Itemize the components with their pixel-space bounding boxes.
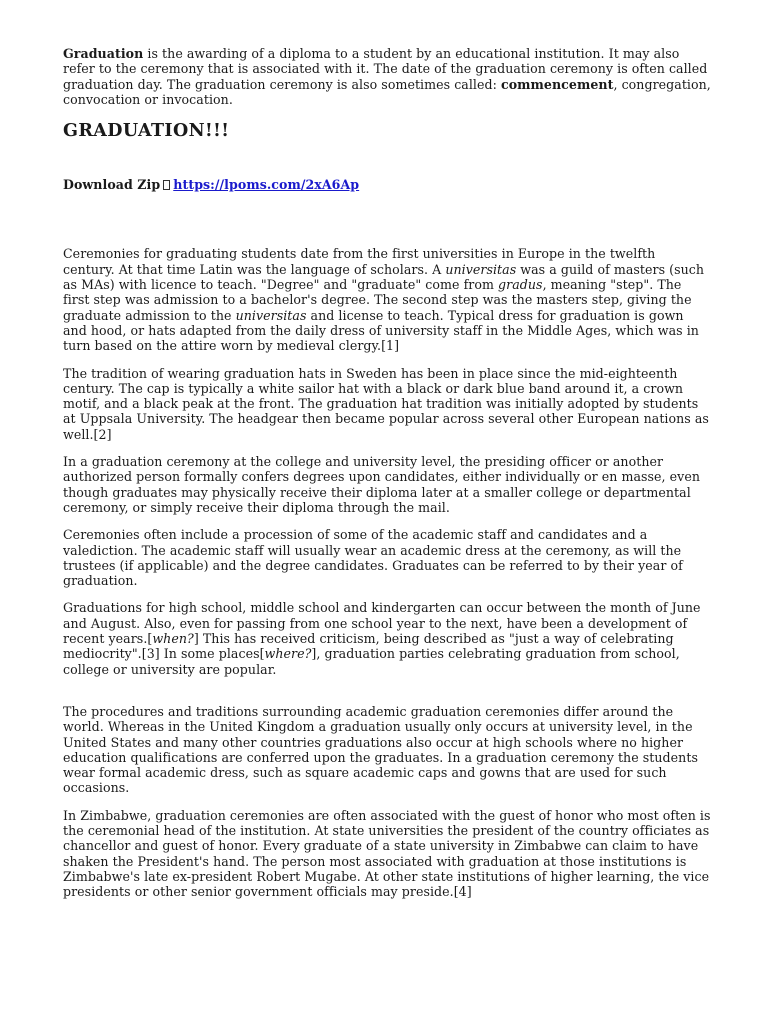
p1-italic-universitas-2: universitas xyxy=(235,307,307,323)
p1-text-d: and license to teach. Typical dress for graduation is gown and hood, or hats adapted from the daily dress of university staff in the Middle Ages, which was in turn based on the attire worn by medieval clergy.[1] xyxy=(63,307,699,354)
p5-italic-where: where? xyxy=(264,646,312,662)
p1-text-c: , meaning "step". The first step was admission to a bachelor's degree. The second step was the masters step, giving the graduate admission to the xyxy=(63,277,692,323)
p5-text-b: ] This has received criticism, being described as "just a way of celebrating mediocrity".[3] In some places[ xyxy=(63,631,674,662)
intro-text-2: , congregation, convocation or invocation. xyxy=(63,76,711,107)
intro-term-graduation: Graduation xyxy=(63,46,144,61)
intro-paragraph xyxy=(63,46,711,107)
missing-glyph-icon xyxy=(163,180,170,190)
p1-italic-universitas: universitas xyxy=(445,261,517,277)
intro-term-commencement: commencement xyxy=(500,76,614,92)
p1-text-b: was a guild of masters (such as MAs) with licence to teach. "Degree" and "graduate" come from xyxy=(63,261,705,293)
p5-text-c: ], graduation parties celebrating graduation from school, college or university are popular. xyxy=(63,646,680,677)
paragraph-zimbabwe: In Zimbabwe, graduation ceremonies are often associated with the guest of honor who most often is the ceremonial head of the institution. At state universities the president of the country officiates as chancellor and guest of honor. Every graduate of a state university in Zimbabwe can claim to have shaken the President's hand. The person most associated with graduation at those institutions is Zimbabwe's late ex-president Robert Mugabe. At other state institutions of higher learning, the vice presidents or other senior government officials may preside.[4] xyxy=(63,807,711,900)
download-label: Download Zip xyxy=(63,177,161,193)
p1-italic-gradus: gradus xyxy=(498,277,543,293)
download-link[interactable]: https://lpoms.com/2xA6Ap xyxy=(173,177,360,193)
intro-text-1: is the awarding of a diploma to a student by an educational institution. It may also refer to the ceremony that is associated with it. The date of the graduation ceremony is often called graduation day. The graduation ceremony is also sometimes called: xyxy=(63,46,708,92)
paragraph-sweden-hats: The tradition of wearing graduation hats in Sweden has been in place since the mid-eighteenth century. The cap is typically a white sailor hat with a black or dark blue band around it, a crown motif, and a black peak at the front. The graduation hat tradition was initially adopted by students at Uppsala University. The headgear then became popular across several other European nations as well.[2] xyxy=(63,365,709,442)
paragraph-history xyxy=(63,246,711,353)
p1-text-a: Ceremonies for graduating students date from the first universities in Europe in the twelfth century. At that time Latin was the language of scholars. A xyxy=(63,246,656,277)
page-title: GRADUATION!!! xyxy=(63,121,230,142)
paragraph-procedures: The procedures and traditions surrounding academic graduation ceremonies differ around the world. Whereas in the United Kingdom a graduation usually only occurs at university level, in the United States and many other countries graduations also occur at high schools where no higher education qualifications are conferred upon the graduates. In a graduation ceremony the students wear formal academic dress, such as square academic caps and gowns that are used for such occasions. xyxy=(63,703,698,796)
p5-text-a: Graduations for high school, middle school and kindergarten can occur between the month of June and August. Also, even for passing from one school year to the next, have been a development of recent years.[ xyxy=(63,600,701,647)
paragraph-ceremony: In a graduation ceremony at the college and university level, the presiding officer or another authorized person formally confers degrees upon candidates, either individually or en masse, even though graduates may physically receive their diploma later at a smaller college or departmental ceremony, or simply receive their diploma through the mail. xyxy=(63,454,700,515)
p5-italic-when: when? xyxy=(152,631,194,647)
paragraph-procession: Ceremonies often include a procession of some of the academic staff and candidates and a valediction. The academic staff will usually wear an academic dress at the ceremony, as will the trustees (if applicable) and the degree candidates. Graduates can be referred to by their year of graduation. xyxy=(63,527,683,589)
document-page xyxy=(63,46,711,911)
paragraph-high-school xyxy=(63,600,711,676)
download-line xyxy=(63,177,711,192)
